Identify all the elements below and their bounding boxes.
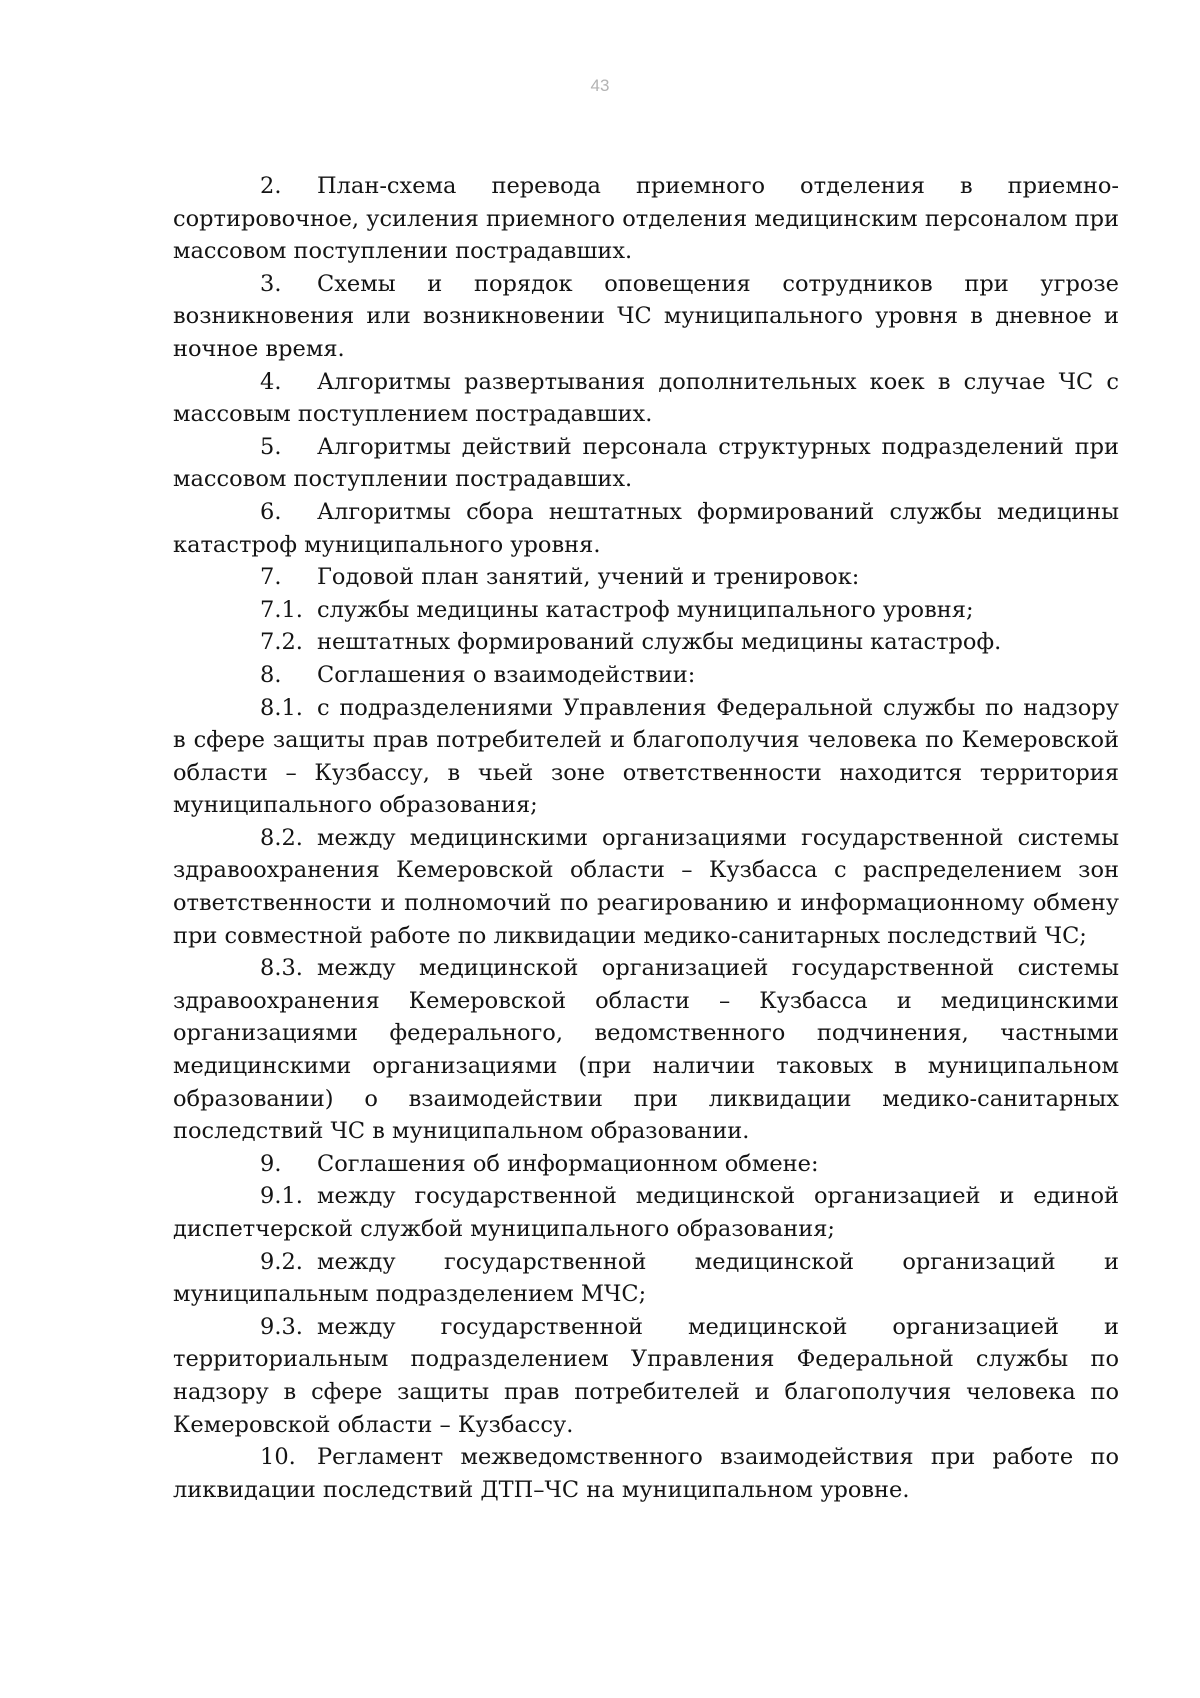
list-item <box>173 659 1119 692</box>
item-text: между государственной медицинской организаций и муниципальным подразделением МЧС; <box>173 1248 1119 1308</box>
item-text: между медицинскими организациями государственной системы здравоохранения Кемеровской области – Кузбасса с распределением зон ответственности и полномочий по реагированию и информационному обмену при совместной работе по ликвидации медико-санитарных последствий ЧС; <box>173 824 1119 949</box>
list-item <box>173 1148 1119 1181</box>
item-number: 2. <box>260 173 282 199</box>
list-item <box>173 561 1119 594</box>
item-number: 5. <box>260 433 282 460</box>
item-number: 6. <box>260 498 282 525</box>
item-number: 7. <box>260 564 282 591</box>
list-item <box>173 268 1119 366</box>
item-number: 9.1. <box>260 1183 303 1210</box>
item-text: службы медицины катастроф муниципального уровня; <box>317 596 974 623</box>
item-number: 9.2. <box>260 1248 303 1275</box>
item-number: 8.1. <box>260 694 303 721</box>
list-item <box>173 496 1119 561</box>
item-text: с подразделениями Управления Федеральной службы по надзору в сфере защиты прав потребителей и благополучия человека по Кемеровской области – Кузбассу, в чьей зоне ответственности находится территория муниципального образования; <box>173 694 1119 819</box>
list-item <box>173 1311 1119 1441</box>
item-text: Алгоритмы действий персонала структурных подразделений при массовом поступлении пострадавших. <box>173 433 1119 493</box>
page-number: 43 <box>590 76 610 95</box>
item-text: План-схема перевода приемного отделения в приемно-сортировочное, усиления приемного отделения медицинским персоналом при массовом поступлении пострадавших. <box>173 173 1119 265</box>
item-number: 8. <box>260 661 282 688</box>
item-text: Алгоритмы сбора нештатных формирований службы медицины катастроф муниципального уровня. <box>173 498 1119 558</box>
item-text: Схемы и порядок оповещения сотрудников при угрозе возникновения или возникновении ЧС муниципального уровня в дневное и ночное время. <box>173 270 1119 362</box>
item-number: 4. <box>260 368 282 395</box>
list-item <box>173 594 1119 627</box>
item-text: Соглашения об информационном обмене: <box>317 1150 819 1177</box>
item-text: между медицинской организацией государственной системы здравоохранения Кемеровской области – Кузбасса и медицинскими организациями федерального, ведомственного подчинения, частными медицинскими организациями (при наличии таковых в муниципальном образовании) о взаимодействии при ликвидации медико-санитарных последствий ЧС в муниципальном образовании. <box>173 955 1119 1145</box>
item-number: 8.2. <box>260 824 303 851</box>
item-number: 10. <box>260 1444 296 1471</box>
item-text: Соглашения о взаимодействии: <box>317 661 696 688</box>
list-item <box>173 952 1119 1148</box>
item-number: 7.1. <box>260 596 303 623</box>
list-item <box>173 1180 1119 1245</box>
item-text: нештатных формирований службы медицины катастроф. <box>317 629 1002 656</box>
list-item <box>173 1246 1119 1311</box>
list-item <box>173 1441 1119 1506</box>
list-item <box>173 692 1119 822</box>
item-number: 3. <box>260 270 282 297</box>
item-number: 7.2. <box>260 629 303 656</box>
list-item <box>173 626 1119 659</box>
item-number: 9.3. <box>260 1313 303 1340</box>
list-item <box>173 822 1119 952</box>
item-text: между государственной медицинской организацией и территориальным подразделением Управления Федеральной службы по надзору в сфере защиты прав потребителей и благополучия человека по Кемеровской области – Кузбассу. <box>173 1313 1119 1438</box>
item-text: Годовой план занятий, учений и тренировок: <box>317 564 860 591</box>
list-item <box>173 366 1119 431</box>
list-item <box>173 170 1119 268</box>
item-text: Алгоритмы развертывания дополнительных коек в случае ЧС с массовым поступлением пострадавших. <box>173 368 1119 428</box>
item-text: Регламент межведомственного взаимодействия при работе по ликвидации последствий ДТП–ЧС на муниципальном уровне. <box>173 1444 1119 1503</box>
item-text: между государственной медицинской организацией и единой диспетчерской службой муниципального образования; <box>173 1183 1119 1242</box>
item-number: 9. <box>260 1150 282 1177</box>
document-body <box>173 170 1119 1506</box>
item-number: 8.3. <box>260 955 303 982</box>
list-item <box>173 431 1119 496</box>
